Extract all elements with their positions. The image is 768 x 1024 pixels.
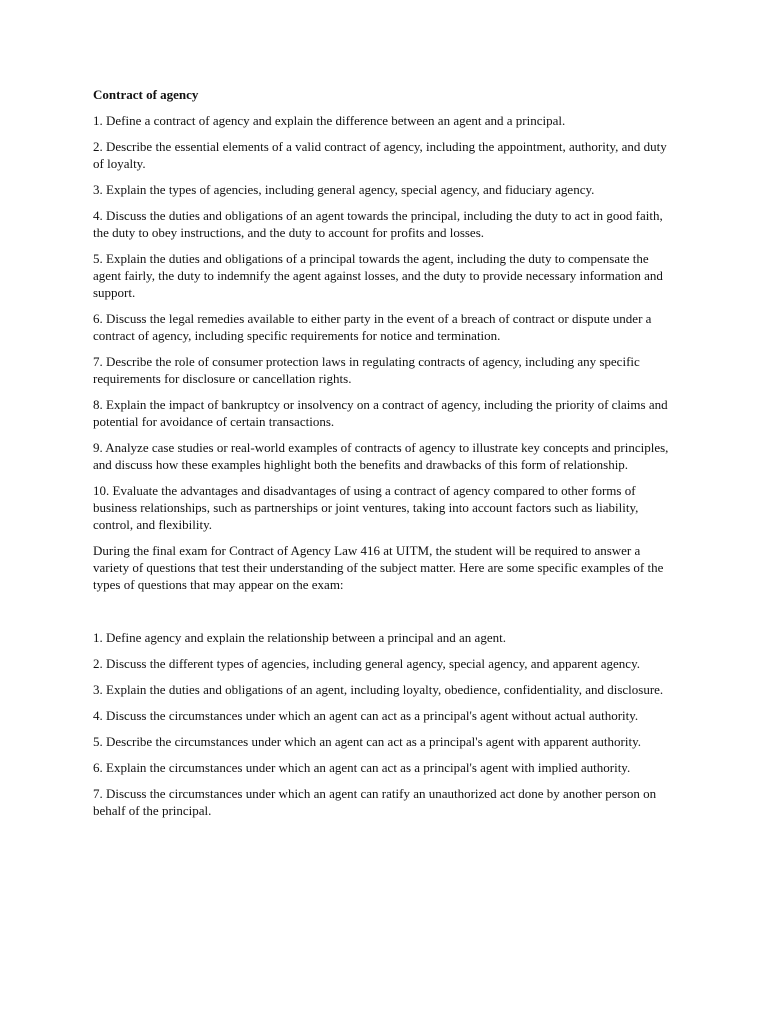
exam-question-item: 5. Describe the circumstances under which an agent can act as a principal's agent with apparent authority.: [93, 734, 642, 749]
question-item: 3. Explain the types of agencies, including general agency, special agency, and fiduciary agency.: [93, 182, 595, 197]
document-page: [93, 86, 673, 828]
exam-question-item: 3. Explain the duties and obligations of an agent, including loyalty, obedience, confidentiality, and disclosure.: [93, 682, 664, 697]
question-item: 7. Describe the role of consumer protection laws in regulating contracts of agency, including any specific requirements for disclosure or cancellation rights.: [93, 354, 640, 386]
document-title: Contract of agency: [93, 87, 199, 102]
exam-question-item: 1. Define agency and explain the relationship between a principal and an agent.: [93, 630, 506, 645]
question-item: 6. Discuss the legal remedies available to either party in the event of a breach of contract or dispute under a contract of agency, including specific requirements for notice and termination.: [93, 311, 652, 343]
blank-spacer: [93, 602, 673, 629]
question-item: 9. Analyze case studies or real-world examples of contracts of agency to illustrate key concepts and principles, and discuss how these examples highlight both the benefits and drawbacks of this form of relationship.: [93, 440, 669, 472]
question-item: 8. Explain the impact of bankruptcy or insolvency on a contract of agency, including the priority of claims and potential for avoidance of certain transactions.: [93, 397, 668, 429]
exam-question-item: 4. Discuss the circumstances under which an agent can act as a principal's agent without actual authority.: [93, 708, 639, 723]
question-item: 5. Explain the duties and obligations of a principal towards the agent, including the duty to compensate the agent fairly, the duty to indemnify the agent against losses, and the duty to provide necessary information and support.: [93, 251, 663, 300]
question-item: 4. Discuss the duties and obligations of an agent towards the principal, including the duty to act in good faith, the duty to obey instructions, and the duty to account for profits and losses.: [93, 208, 663, 240]
intro-paragraph: During the final exam for Contract of Agency Law 416 at UITM, the student will be required to answer a variety of questions that test their understanding of the subject matter. Here are some specific examples of the types of questions that may appear on the exam:: [93, 543, 664, 592]
exam-question-item: 2. Discuss the different types of agencies, including general agency, special agency, and apparent agency.: [93, 656, 640, 671]
exam-question-item: 7. Discuss the circumstances under which an agent can ratify an unauthorized act done by another person on behalf of the principal.: [93, 786, 657, 818]
question-item: 1. Define a contract of agency and explain the difference between an agent and a principal.: [93, 113, 566, 128]
question-item: 10. Evaluate the advantages and disadvantages of using a contract of agency compared to other forms of business relationships, such as partnerships or joint ventures, taking into account factors such as liability, control, and flexibility.: [93, 483, 639, 532]
question-item: 2. Describe the essential elements of a valid contract of agency, including the appointment, authority, and duty of loyalty.: [93, 139, 667, 171]
exam-question-item: 6. Explain the circumstances under which an agent can act as a principal's agent with implied authority.: [93, 760, 631, 775]
